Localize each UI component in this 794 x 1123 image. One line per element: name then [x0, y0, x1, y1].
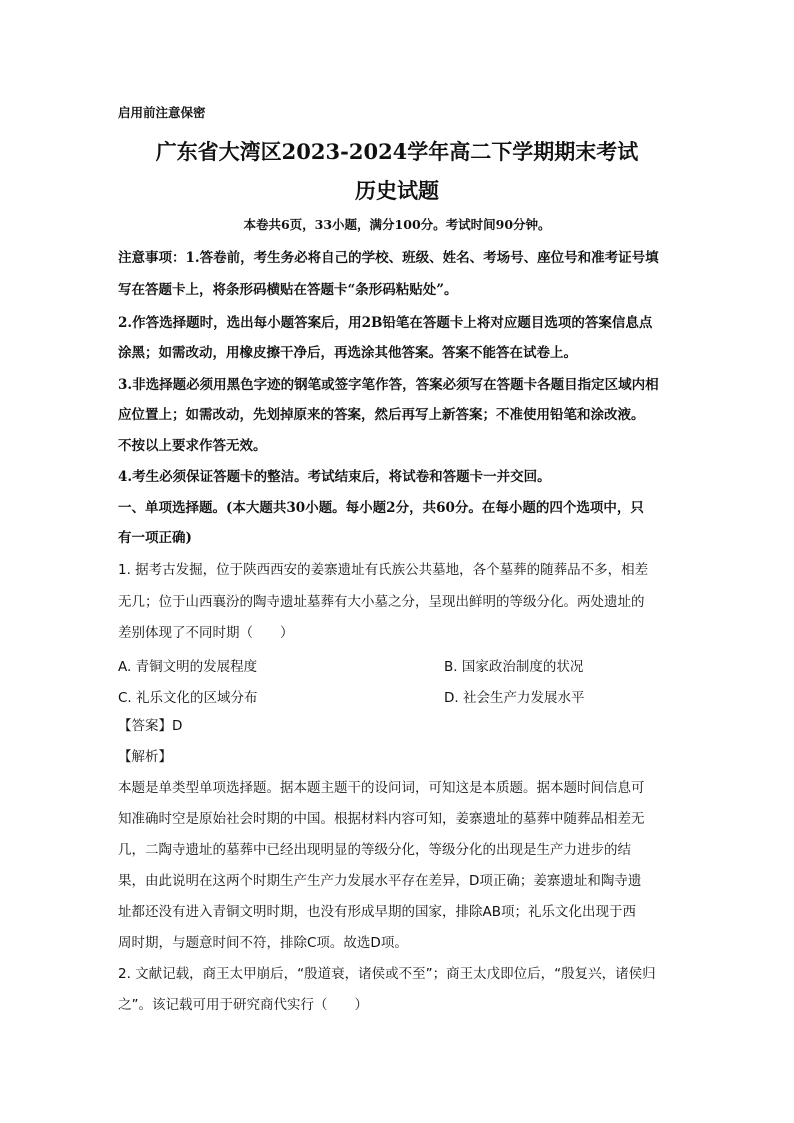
- exam-title: 广东省大湾区2023-2024学年高二下学期期末考试: [155, 139, 639, 164]
- question-1-option-d: D. 社会生产力发展水平: [444, 690, 585, 706]
- question-1-option-b: B. 国家政治制度的状况: [444, 659, 584, 675]
- notes-line-3: 2.作答选择题时，选出每小题答案后，用2B铅笔在答题卡上将对应题目选项的答案信息点: [118, 315, 653, 331]
- notes-line-4: 涂黑；如需改动，用橡皮擦干净后，再选涂其他答案。答案不能答在试卷上。: [118, 345, 577, 361]
- question-1-analysis-line-3: 几，二陶寺遗址的墓葬中已经出现明显的等级分化，等级分化的出现是生产力进步的结: [118, 842, 631, 858]
- question-1-option-a: A. 青铜文明的发展程度: [118, 659, 258, 675]
- notes-line-8: 4.考生必须保证答题卡的整洁。考试结束后，将试卷和答题卡一并交回。: [118, 469, 551, 485]
- question-1-stem-line-2: 无几；位于山西襄汾的陶寺遗址墓葬有大小墓之分，呈现出鲜明的等级分化。两处遗址的: [118, 594, 645, 610]
- section-heading-line-1: 一、单项选择题。(本大题共30小题。每小题2分，共60分。在每小题的四个选项中，只: [118, 500, 644, 516]
- confidential-label: 启用前注意保密: [118, 105, 206, 120]
- notes-line-1: 注意事项：1.答卷前，考生务必将自己的学校、班级、姓名、考场号、座位号和准考证号填: [118, 250, 659, 266]
- question-1-analysis-line-5: 址都还没有进入青铜文明时期，也没有形成早期的国家，排除AB项；礼乐文化出现于西: [118, 904, 636, 920]
- question-1-analysis-label: 【解析】: [118, 749, 172, 765]
- notes-line-5: 3.非选择题必须用黑色字迹的钢笔或签字笔作答，答案必须写在答题卡各题目指定区域内相: [118, 377, 659, 393]
- question-1-analysis-line-6: 周时期，与题意时间不符，排除C项。故选D项。: [118, 935, 408, 951]
- notes-line-6: 应位置上；如需改动，先划掉原来的答案，然后再写上新答案；不准使用铅笔和涂改液。: [118, 407, 645, 423]
- question-1-answer: 【答案】D: [118, 718, 183, 734]
- section-heading-line-2: 有一项正确): [118, 530, 192, 546]
- question-1-analysis-line-1: 本题是单类型单项选择题。据本题主题干的设问词，可知这是本质题。据本题时间信息可: [118, 780, 645, 796]
- notes-line-7: 不按以上要求作答无效。: [118, 438, 267, 454]
- exam-info: 本卷共6页，33小题，满分100分。考试时间90分钟。: [243, 217, 551, 232]
- question-1-analysis-line-2: 知准确时空是原始社会时期的中国。根据材料内容可知，姜寨遗址的墓葬中随葬品相差无: [118, 811, 645, 827]
- exam-subject: 历史试题: [355, 178, 439, 203]
- question-2-stem-line-2: 之”。该记载可用于研究商代实行（ ）: [118, 997, 368, 1013]
- question-2-stem-line-1: 2. 文献记载，商王太甲崩后，“殷道衰，诸侯或不至”；商王太戊即位后，“殷复兴，诸侯归: [118, 966, 656, 982]
- question-1-analysis-line-4: 果，由此说明在这两个时期生产生产力发展水平存在差异，D项正确；姜寨遗址和陶寺遗: [118, 873, 642, 889]
- notes-line-2: 写在答题卡上，将条形码横贴在答题卡“条形码粘贴处”。: [118, 282, 458, 298]
- question-1-stem-line-1: 1. 据考古发掘，位于陕西西安的姜寨遗址有氏族公共墓地，各个墓葬的随葬品不多，相差: [118, 562, 649, 578]
- question-1-stem-line-3: 差别体现了不同时期（ ）: [118, 625, 294, 641]
- question-1-option-c: C. 礼乐文化的区域分布: [118, 690, 258, 706]
